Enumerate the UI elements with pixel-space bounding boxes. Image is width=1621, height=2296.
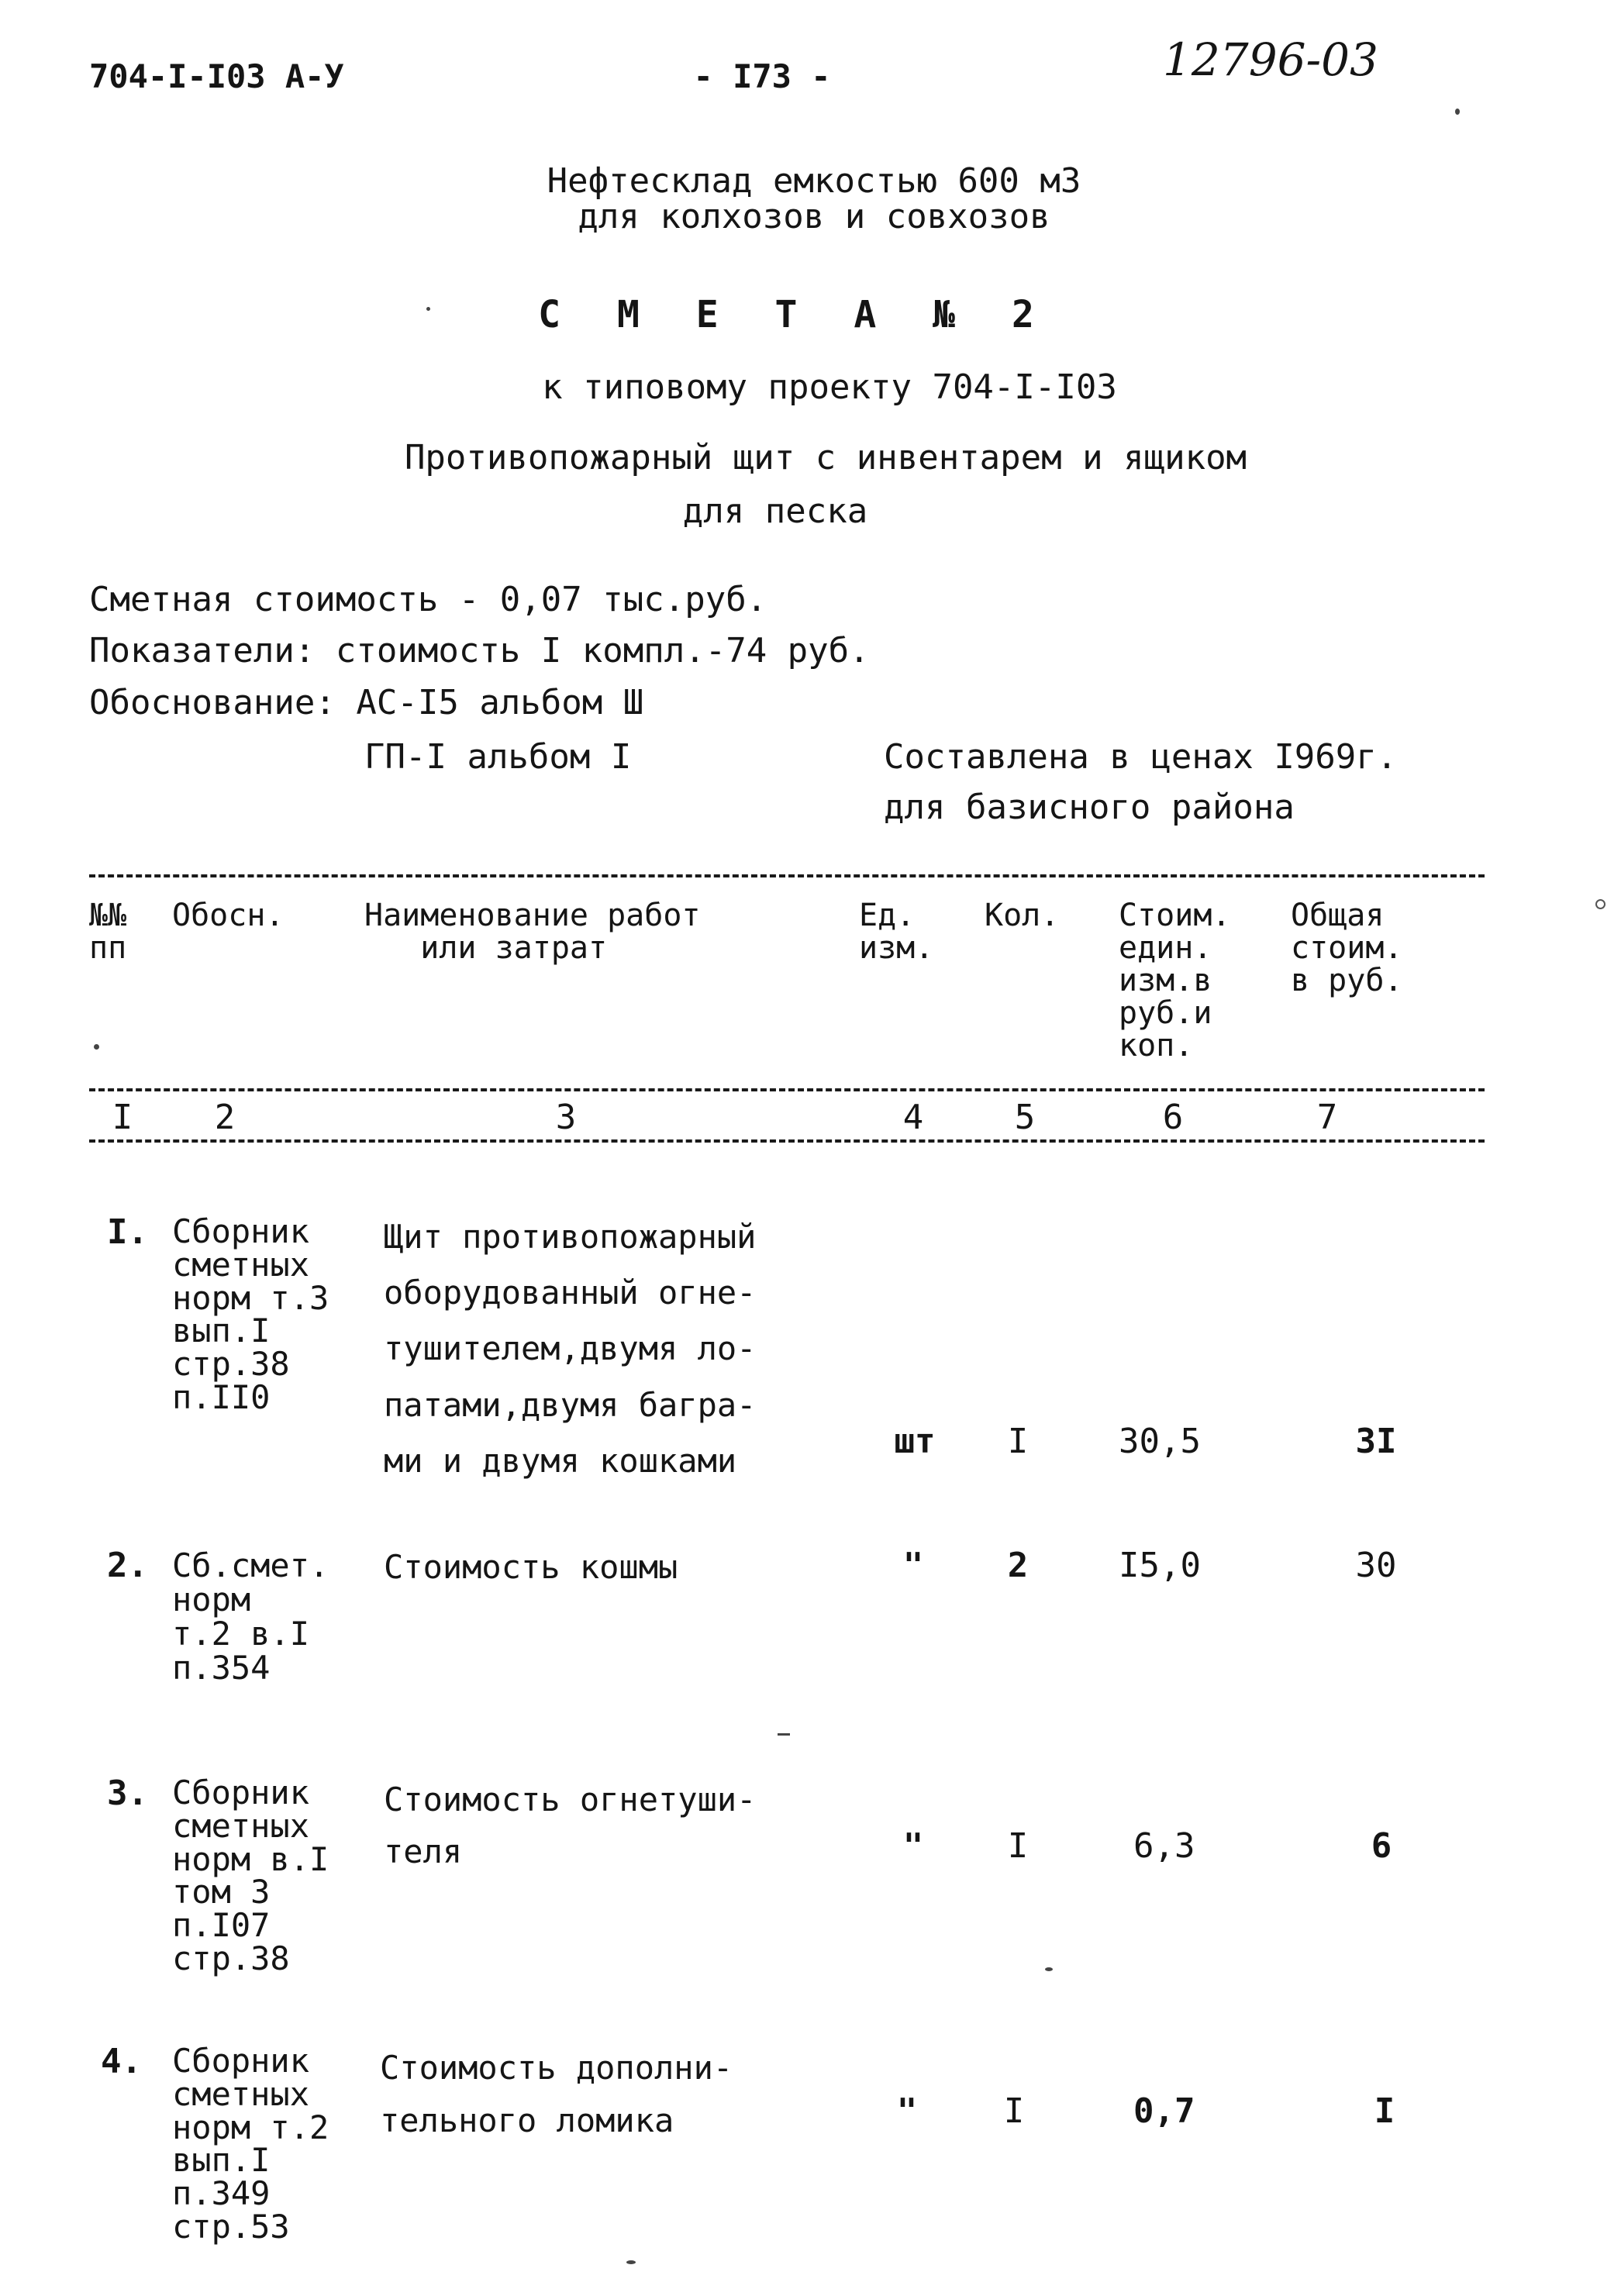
document-title: С М Е Т А № 2 <box>538 293 1051 336</box>
col-header-unit: Ед. изм. <box>859 898 934 966</box>
row-number: 3. <box>107 1774 148 1813</box>
row-total: 30 <box>1355 1546 1397 1585</box>
row-total: 6 <box>1371 1826 1392 1866</box>
row-number: 2. <box>107 1546 148 1585</box>
estimated-cost: Сметная стоимость - 0,07 тыс.руб. <box>89 580 767 619</box>
row-unit-price: 30,5 <box>1119 1422 1201 1461</box>
page-number: - I73 - <box>693 57 831 95</box>
table-header-rule <box>89 1088 1485 1091</box>
col-header-basis: Обосн. <box>172 898 285 933</box>
col-header-name: Наименование работ или затрат <box>364 898 701 966</box>
row-unit-price: 0,7 <box>1133 2091 1195 2131</box>
row-quantity: I <box>1007 1422 1029 1461</box>
document-code: 704-I-I03 А-У <box>89 57 344 95</box>
speck <box>626 2260 636 2264</box>
row-unit-price: I5,0 <box>1119 1546 1201 1585</box>
row-quantity: 2 <box>1007 1546 1029 1585</box>
row-basis: Сб.смет. норм т.2 в.I п.354 <box>172 1546 329 1688</box>
row-name: Стоимость дополни- тельного ломика <box>380 2049 733 2140</box>
speck <box>1455 109 1460 115</box>
col-header-quantity: Кол. <box>985 898 1060 933</box>
col-number-1: I <box>112 1098 133 1137</box>
col-number-3: 3 <box>555 1098 577 1137</box>
speck <box>778 1733 790 1736</box>
col-header-unit-price: Стоим. един. изм.в руб.и коп. <box>1119 898 1231 1064</box>
row-basis: Сборник сметных норм т.2 вып.I п.349 стр.53 <box>172 2042 329 2246</box>
row-unit: " <box>902 1546 924 1585</box>
row-name: Стоимость огнетуши- теля <box>384 1781 757 1871</box>
row-name: Щит противопожарный оборудованный огне- тушителем,двумя ло- патами,двумя багра- ми и двумя кошками <box>384 1218 757 1480</box>
basis-line1: Обоснование: АС-I5 альбом Ш <box>89 683 644 722</box>
prices-line1: Составлена в ценах I969г. <box>884 737 1398 777</box>
archive-number: 12796-03 <box>1163 33 1378 86</box>
column-numbers-rule <box>89 1139 1485 1143</box>
row-quantity: I <box>1003 2091 1025 2131</box>
col-header-number: №№ пп <box>89 898 127 966</box>
speck <box>94 1044 99 1050</box>
speck <box>426 307 430 311</box>
col-header-total: Общая стоим. в руб. <box>1291 898 1403 998</box>
col-number-2: 2 <box>214 1098 236 1137</box>
document-subtitle: к типовому проекту 704-I-I03 <box>542 367 1117 407</box>
row-unit-price: 6,3 <box>1133 1826 1195 1866</box>
row-basis: Сборник сметных норм в.I том 3 п.I07 стр.38 <box>172 1774 329 1978</box>
row-number: I. <box>107 1212 148 1252</box>
row-name: Стоимость кошмы <box>384 1548 678 1586</box>
basis-line2: ГП-I альбом I <box>364 737 632 777</box>
col-number-7: 7 <box>1316 1098 1338 1137</box>
col-number-5: 5 <box>1014 1098 1036 1137</box>
col-number-6: 6 <box>1162 1098 1184 1137</box>
indicators: Показатели: стоимость I компл.-74 руб. <box>89 631 870 671</box>
project-title-line1: Нефтесклад емкостью 600 м3 <box>547 161 1081 201</box>
row-total: 3I <box>1355 1422 1397 1461</box>
row-quantity: I <box>1007 1826 1029 1866</box>
object-name-line1: Противопожарный щит с инвентарем и ящиком <box>404 438 1247 477</box>
col-number-4: 4 <box>902 1098 924 1137</box>
project-title-line2: для колхозов и совхозов <box>578 197 1050 236</box>
table-top-rule <box>89 874 1485 877</box>
row-basis: Сборник сметных норм т.3 вып.I стр.38 п.II0 <box>172 1212 329 1417</box>
object-name-line2: для песка <box>682 491 868 531</box>
speck <box>1595 899 1605 909</box>
row-unit: " <box>896 2091 918 2131</box>
row-unit: шт <box>894 1422 936 1461</box>
speck <box>1045 1967 1053 1971</box>
row-number: 4. <box>101 2042 142 2081</box>
prices-line2: для базисного района <box>884 788 1295 827</box>
row-unit: " <box>902 1826 924 1866</box>
row-total: I <box>1374 2091 1395 2131</box>
